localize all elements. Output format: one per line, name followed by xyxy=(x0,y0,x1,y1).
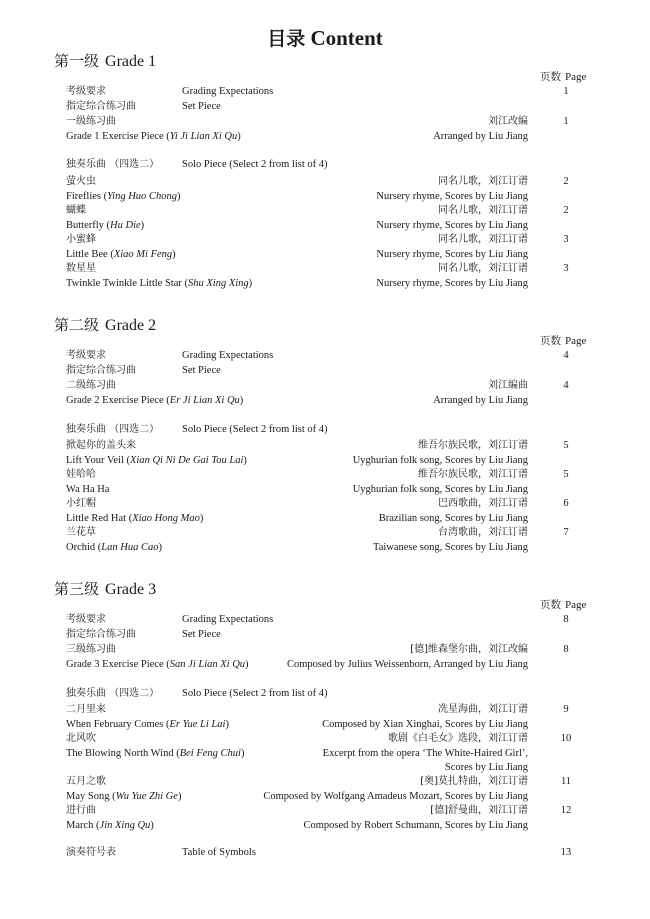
solo-header-en: Solo Piece (Select 2 from list of 4) xyxy=(182,688,328,699)
grade-heading-en: Grade 2 xyxy=(105,317,157,334)
page-header-en: Page xyxy=(565,335,587,347)
entry-zh: 演奏符号表 xyxy=(66,847,116,858)
toc-entry-solo[interactable] xyxy=(66,262,586,276)
entry-en: Set Piece xyxy=(182,629,221,640)
credit-zh: 冼星海曲，刘江订谱 xyxy=(438,704,528,715)
toc-entry-solo[interactable] xyxy=(66,468,586,482)
toc-entry-exercise[interactable] xyxy=(66,643,586,657)
entry-zh: 三级练习曲 xyxy=(66,644,116,655)
credit-zh: [德]舒曼曲，刘江订谱 xyxy=(430,805,528,816)
grade-heading-zh: 第一级 xyxy=(54,52,100,70)
entry-en: Twinkle Twinkle Little Star (Shu Xing Xing) xyxy=(66,278,253,289)
entry-en: March (Jin Xing Qu) xyxy=(66,820,154,831)
toc-entry-solo[interactable] xyxy=(66,175,586,189)
page-number: 13 xyxy=(560,847,572,858)
entry-en: Grade 3 Exercise Piece (San Ji Lian Xi Qu) xyxy=(66,659,249,670)
credit-en: Excerpt from the opera ‘The White-Haired Girl’, xyxy=(322,748,528,759)
credit-zh: [德]维森堡尔曲，刘江改编 xyxy=(410,644,528,655)
toc-entry-solo[interactable] xyxy=(66,775,586,789)
credit-en: Arranged by Liu Jiang xyxy=(433,395,528,406)
toc-entry-grading-expectations[interactable] xyxy=(66,85,586,99)
toc-entry-solo-en xyxy=(66,248,586,262)
page-number: 1 xyxy=(563,116,569,127)
entry-zh: 北风吹 xyxy=(66,733,96,744)
solo-section-header xyxy=(66,687,586,701)
entry-zh: 考级要求 xyxy=(66,350,106,361)
toc-entry-solo[interactable] xyxy=(66,526,586,540)
entry-en: Fireflies (Ying Huo Chong) xyxy=(66,191,181,202)
credit-en: Composed by Julius Weissenborn, Arranged by Liu Jiang xyxy=(286,659,528,670)
credit-zh: 维吾尔族民歌，刘江订谱 xyxy=(418,469,528,480)
entry-zh: 指定综合练习曲 xyxy=(66,101,136,112)
entry-en: When February Comes (Er Yue Li Lai) xyxy=(66,719,229,730)
solo-section-header xyxy=(66,158,586,172)
grade-2-heading xyxy=(54,315,156,336)
solo-header-zh: 独奏乐曲 （四选二） xyxy=(66,159,160,170)
entry-zh: 指定综合练习曲 xyxy=(66,629,136,640)
page-column-header xyxy=(540,598,586,612)
entry-zh: 考级要求 xyxy=(66,86,106,97)
page-number: 5 xyxy=(563,440,569,451)
toc-entry-solo[interactable] xyxy=(66,497,586,511)
entry-en: Lift Your Veil (Xian Qi Ni De Gai Tou Lai) xyxy=(66,455,247,466)
solo-section-header xyxy=(66,423,586,437)
entry-en: Grading Expectations xyxy=(182,350,274,361)
page-number: 3 xyxy=(563,234,569,245)
entry-zh: 小红帽 xyxy=(66,498,96,509)
entry-en: The Blowing North Wind (Bei Feng Chui) xyxy=(66,748,245,759)
page-number: 8 xyxy=(563,614,569,625)
toc-entry-solo-en xyxy=(66,277,586,291)
page-number: 8 xyxy=(563,644,569,655)
toc-entry-solo[interactable] xyxy=(66,703,586,717)
toc-entry-grading-expectations[interactable] xyxy=(66,349,586,363)
entry-en: Set Piece xyxy=(182,365,221,376)
toc-entry-exercise[interactable] xyxy=(66,379,586,393)
entry-zh: 五月之歌 xyxy=(66,776,106,787)
toc-entry-solo[interactable] xyxy=(66,804,586,818)
page-number: 2 xyxy=(563,205,569,216)
page-number: 2 xyxy=(563,176,569,187)
solo-header-zh: 独奏乐曲 （四选二） xyxy=(66,424,160,435)
credit-zh: 歌剧《白毛女》选段，刘江订谱 xyxy=(388,733,528,744)
toc-entry-solo-en-cont xyxy=(66,761,586,775)
toc-entry-exercise-en xyxy=(66,130,586,144)
entry-en: Grade 1 Exercise Piece (Yi Ji Lian Xi Qu) xyxy=(66,131,241,142)
credit-zh: 同名儿歌，刘江订谱 xyxy=(438,205,528,216)
credit-en: Composed by Wolfgang Amadeus Mozart, Scores by Liu Jiang xyxy=(263,791,528,802)
toc-entry-exercise-en xyxy=(66,658,586,672)
title-en: Content xyxy=(310,26,383,50)
page-number: 6 xyxy=(563,498,569,509)
credit-zh: 刘江改编 xyxy=(488,116,528,127)
entry-zh: 考级要求 xyxy=(66,614,106,625)
entry-en: Grading Expectations xyxy=(182,614,274,625)
entry-en: Grading Expectations xyxy=(182,86,274,97)
credit-en: Nursery rhyme, Scores by Liu Jiang xyxy=(376,278,528,289)
toc-entry-solo-en xyxy=(66,512,586,526)
credit-en: Nursery rhyme, Scores by Liu Jiang xyxy=(376,249,528,260)
page-header-zh: 页数 xyxy=(540,71,561,83)
grade-heading-zh: 第三级 xyxy=(54,580,100,598)
page-header-zh: 页数 xyxy=(540,599,561,611)
toc-entry-grading-expectations[interactable] xyxy=(66,613,586,627)
grade-1-heading xyxy=(54,51,156,72)
credit-en: Uyghurian folk song, Scores by Liu Jiang xyxy=(352,484,528,495)
credit-zh: 维吾尔族民歌，刘江订谱 xyxy=(418,440,528,451)
entry-zh: 小蜜蜂 xyxy=(66,234,96,245)
credit-en: Composed by Xian Xinghai, Scores by Liu Jiang xyxy=(322,719,528,730)
page-number: 12 xyxy=(560,805,572,816)
credit-zh: 巴西歌曲，刘江订谱 xyxy=(438,498,528,509)
toc-entry-solo-en xyxy=(66,819,586,833)
toc-entry-exercise[interactable] xyxy=(66,115,586,129)
credit-en: Uyghurian folk song, Scores by Liu Jiang xyxy=(352,455,528,466)
toc-entry-set-piece xyxy=(66,628,586,642)
entry-en: Wa Ha Ha xyxy=(66,484,110,495)
entry-zh: 数星星 xyxy=(66,263,96,274)
toc-entry-solo-en xyxy=(66,454,586,468)
credit-en: Arranged by Liu Jiang xyxy=(433,131,528,142)
entry-en: Table of Symbols xyxy=(182,847,256,858)
credit-en: Taiwanese song, Scores by Liu Jiang xyxy=(373,542,528,553)
credit-en: Nursery rhyme, Scores by Liu Jiang xyxy=(376,191,528,202)
toc-entry-exercise-en xyxy=(66,394,586,408)
credit-zh: 同名儿歌，刘江订谱 xyxy=(438,234,528,245)
toc-entry-solo[interactable] xyxy=(66,204,586,218)
credit-zh: [奥]莫扎特曲，刘江订谱 xyxy=(420,776,528,787)
grade-heading-zh: 第二级 xyxy=(54,316,100,334)
entry-en: Little Bee (Xiao Mi Feng) xyxy=(66,249,176,260)
toc-entry-solo[interactable] xyxy=(66,732,586,746)
grade-heading-en: Grade 1 xyxy=(105,53,157,70)
page-number: 3 xyxy=(563,263,569,274)
toc-entry-solo-en xyxy=(66,483,586,497)
title-zh: 目录 xyxy=(267,28,306,50)
credit-zh: 刘江编曲 xyxy=(488,380,528,391)
page-number: 4 xyxy=(563,380,569,391)
credit-en: Brazilian song, Scores by Liu Jiang xyxy=(378,513,528,524)
page-header-zh: 页数 xyxy=(540,335,561,347)
entry-en: May Song (Wu Yue Zhi Ge) xyxy=(66,791,182,802)
page-number: 5 xyxy=(563,469,569,480)
page-column-header xyxy=(540,334,586,348)
solo-header-en: Solo Piece (Select 2 from list of 4) xyxy=(182,424,328,435)
entry-zh: 兰花草 xyxy=(66,527,96,538)
page-header-en: Page xyxy=(565,71,587,83)
page-column-header xyxy=(540,70,586,84)
credit-zh: 同名儿歌，刘江订谱 xyxy=(438,263,528,274)
entry-zh: 蝴蝶 xyxy=(66,205,86,216)
toc-entry-set-piece xyxy=(66,364,586,378)
page-header-en: Page xyxy=(565,599,587,611)
toc-entry-solo-en xyxy=(66,718,586,732)
entry-zh: 娃哈哈 xyxy=(66,469,96,480)
solo-header-en: Solo Piece (Select 2 from list of 4) xyxy=(182,159,328,170)
toc-entry-table-of-symbols[interactable] xyxy=(66,846,586,860)
entry-zh: 二月里来 xyxy=(66,704,106,715)
toc-entry-solo-en xyxy=(66,219,586,233)
credit-en: Composed by Robert Schumann, Scores by Liu Jiang xyxy=(303,820,528,831)
entry-zh: 萤火虫 xyxy=(66,176,96,187)
page-number: 1 xyxy=(563,86,569,97)
page-number: 11 xyxy=(560,776,572,787)
entry-zh: 掀起你的盖头来 xyxy=(66,440,136,451)
toc-entry-solo-en xyxy=(66,541,586,555)
entry-en: Little Red Hat (Xiao Hong Mao) xyxy=(66,513,204,524)
solo-header-zh: 独奏乐曲 （四选二） xyxy=(66,688,160,699)
toc-entry-set-piece xyxy=(66,100,586,114)
entry-zh: 进行曲 xyxy=(66,805,96,816)
entry-en: Set Piece xyxy=(182,101,221,112)
credit-zh: 同名儿歌，刘江订谱 xyxy=(438,176,528,187)
toc-entry-solo-en xyxy=(66,190,586,204)
page-number: 7 xyxy=(563,527,569,538)
entry-zh: 指定综合练习曲 xyxy=(66,365,136,376)
page-title xyxy=(0,26,650,51)
page-number: 10 xyxy=(560,733,572,744)
toc-entry-solo-en xyxy=(66,790,586,804)
entry-en: Butterfly (Hu Die) xyxy=(66,220,145,231)
entry-en: Grade 2 Exercise Piece (Er Ji Lian Xi Qu) xyxy=(66,395,244,406)
credit-zh: 台湾歌曲，刘江订谱 xyxy=(438,527,528,538)
entry-zh: 一级练习曲 xyxy=(66,116,116,127)
entry-en: Orchid (Lan Hua Cao) xyxy=(66,542,162,553)
credit-en: Nursery rhyme, Scores by Liu Jiang xyxy=(376,220,528,231)
credit-en-continued: Scores by Liu Jiang xyxy=(444,762,528,773)
page-number: 9 xyxy=(563,704,569,715)
page-number: 4 xyxy=(563,350,569,361)
toc-entry-solo[interactable] xyxy=(66,233,586,247)
toc-entry-solo-en xyxy=(66,747,586,761)
grade-heading-en: Grade 3 xyxy=(105,581,157,598)
grade-3-heading xyxy=(54,579,156,600)
toc-entry-solo[interactable] xyxy=(66,439,586,453)
entry-zh: 二级练习曲 xyxy=(66,380,116,391)
